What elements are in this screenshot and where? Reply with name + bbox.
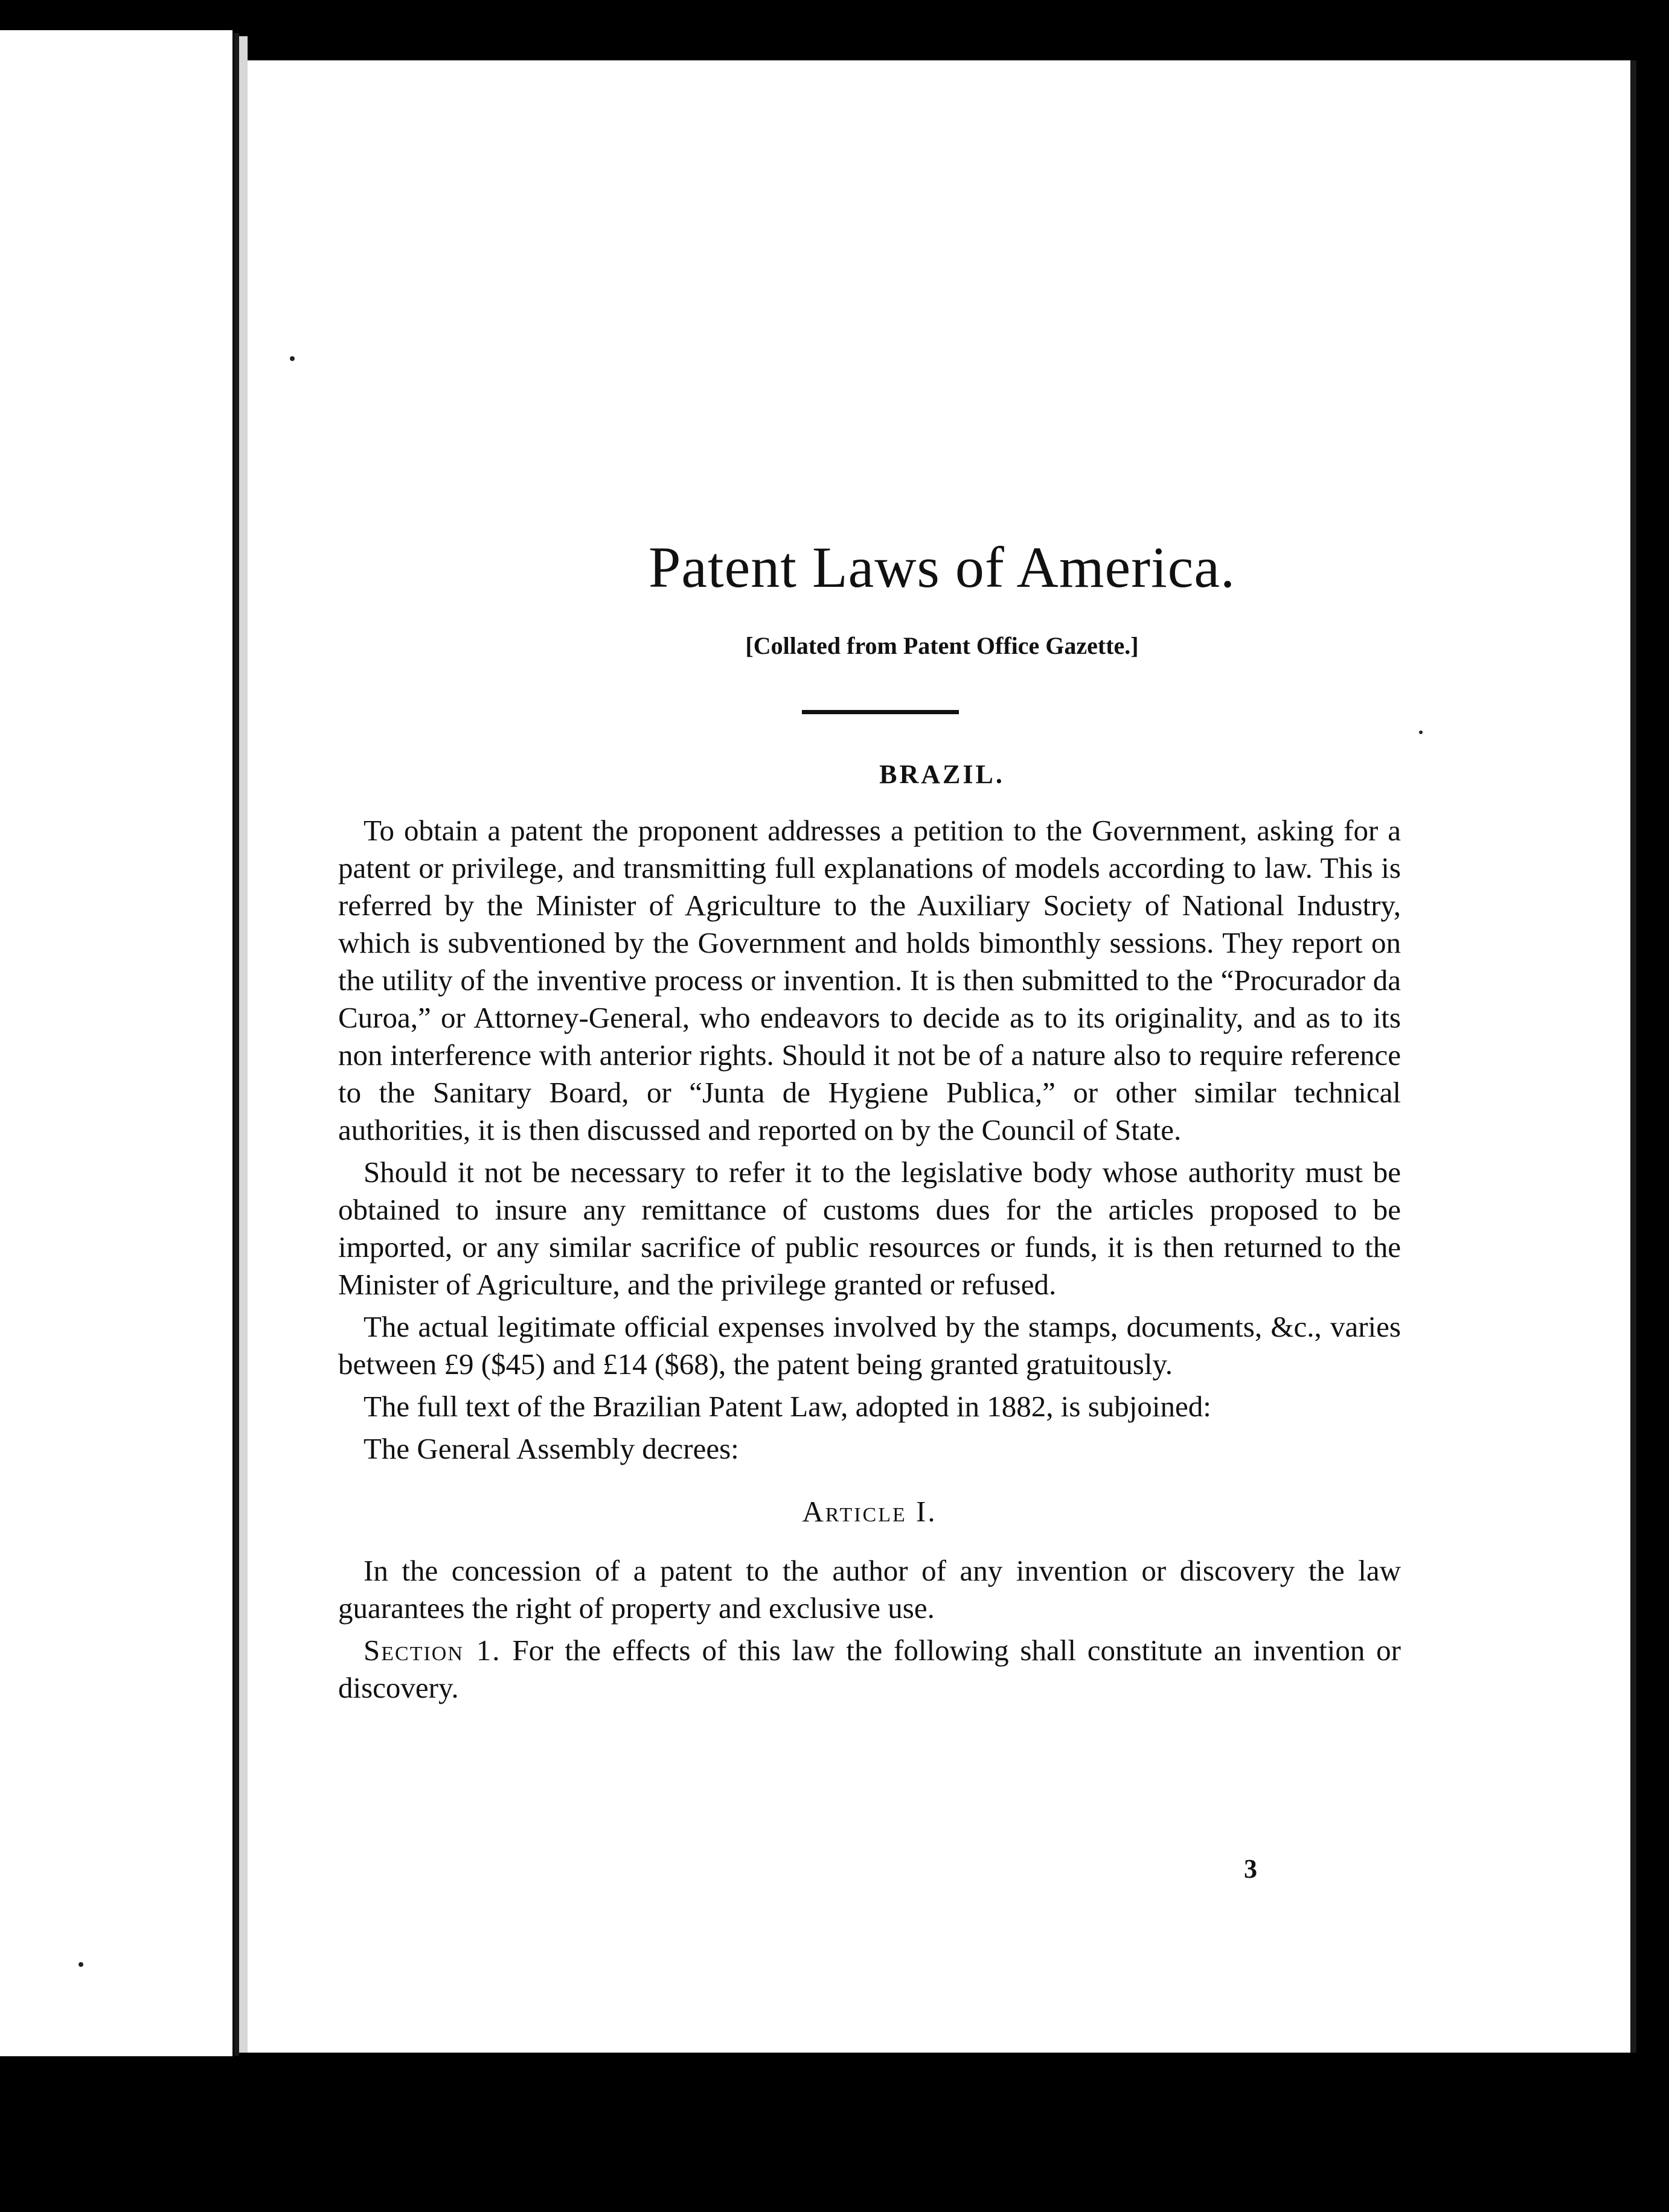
body-text	[338, 812, 1401, 1712]
page-right-edge	[1630, 60, 1636, 2053]
paragraph-full-text: The full text of the Brazilian Patent Law, adopted in 1882, is subjoined:	[364, 1390, 1211, 1423]
page-subtitle: [Collated from Patent Office Gazette.]	[745, 632, 1139, 659]
title-divider-rule	[802, 710, 959, 714]
paragraph-expenses: The actual legitimate official expenses involved by the stamps, documents, &c., varies between £9 ($45) and £14 ($68), the patent being granted gratuitously.	[338, 1310, 1401, 1381]
section-text: For the effects of this law the following shall constitute an invention or discovery.	[338, 1634, 1401, 1704]
left-blank-page	[0, 30, 232, 2056]
paragraph-legislative: Should it not be necessary to refer it to the legislative body whose authority must be obtained to insure any remittance of customs dues for the articles proposed to be imported, or any similar sacrifice of public resources or funds, it is then returned to the Minister of Agriculture, and the privilege granted or refused.	[338, 1156, 1401, 1301]
scan-speck	[1419, 730, 1423, 734]
paragraph-assembly: The General Assembly decrees:	[364, 1432, 739, 1465]
page-title: Patent Laws of America.	[648, 535, 1236, 599]
book-gutter	[239, 36, 248, 2053]
section-label: Section 1.	[364, 1634, 501, 1667]
section-heading-brazil: BRAZIL.	[879, 759, 1005, 789]
paragraph-procedure: To obtain a patent the proponent addresses a petition to the Government, asking for a patent or privilege, and transmitting full explanations of models according to law. This is referred by the Minister of Agriculture to the Auxiliary Society of National Industry, which is subventioned by the Government and holds bimonthly sessions. They report on the utility of the inventive process or invention. It is then submitted to the “Procurador da Curoa,” or Attorney-General, who endeavors to decide as to its originality, and as to its non interference with anterior rights. Should it not be of a nature also to require reference to the Sanitary Board, or “Junta de Hygiene Publica,” or other similar technical authorities, it is then discussed and reported on by the Council of State.	[338, 814, 1401, 1146]
scan-speck	[290, 356, 295, 361]
page-number: 3	[1244, 1854, 1257, 1884]
paragraph-section	[338, 1632, 1401, 1707]
scan-speck	[78, 1962, 83, 1967]
paragraph-article: In the concession of a patent to the author of any invention or discovery the law guarantees the right of property and exclusive use.	[338, 1554, 1401, 1625]
article-heading: Article I.	[802, 1495, 937, 1528]
book-spine-edge	[234, 33, 239, 2056]
